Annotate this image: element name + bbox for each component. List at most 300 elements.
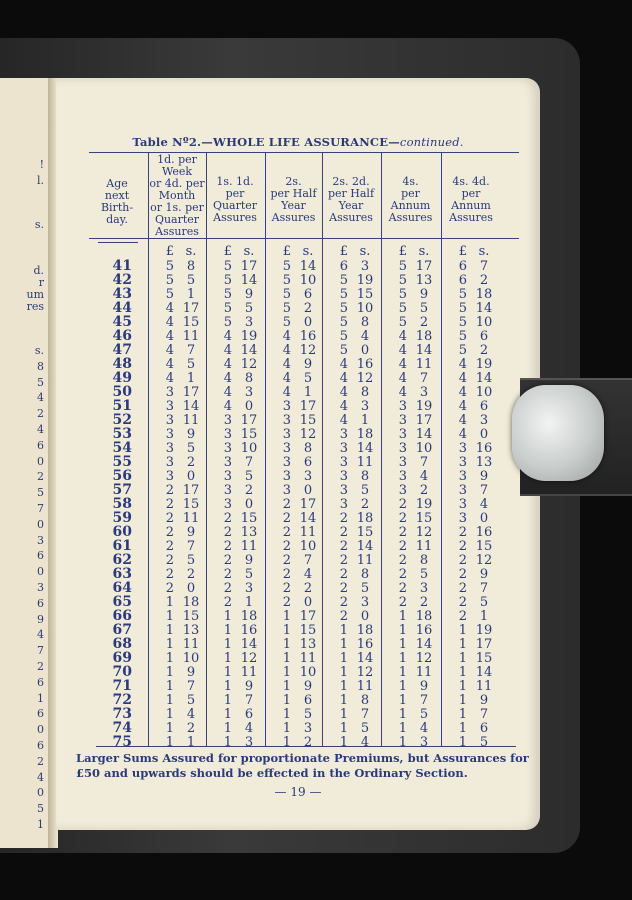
- pounds-value: 1: [398, 665, 407, 680]
- header-bottom-rule: [89, 238, 519, 239]
- pounds-value: 1: [165, 679, 174, 694]
- pounds-value: 3: [165, 441, 174, 456]
- age-cell: 54: [112, 440, 132, 456]
- shillings-unit: s.: [243, 244, 255, 259]
- left-page-fragment: 2: [37, 754, 44, 768]
- premium-cell: [271, 497, 331, 512]
- pounds-value: 5: [458, 343, 467, 358]
- shillings-value: 7: [186, 343, 196, 358]
- pounds-value: 2: [398, 497, 407, 512]
- pounds-value: 2: [458, 567, 467, 582]
- shillings-value: 18: [240, 609, 258, 624]
- pounds-value: 4: [165, 343, 174, 358]
- pounds-value: 2: [282, 567, 291, 582]
- pounds-value: 2: [165, 497, 174, 512]
- premium-cell: [328, 483, 388, 498]
- shillings-value: 19: [240, 329, 258, 344]
- pounds-value: 1: [398, 693, 407, 708]
- pounds-value: 2: [339, 567, 348, 582]
- pounds-value: 4: [165, 357, 174, 372]
- pounds-value: 1: [458, 707, 467, 722]
- left-page-fragment: 5: [37, 375, 44, 389]
- pounds-value: 2: [282, 497, 291, 512]
- pounds-value: 5: [282, 315, 291, 330]
- shillings-value: 4: [360, 735, 370, 750]
- pounds-value: 2: [398, 553, 407, 568]
- column-header-2: 1s. 1d. per Quarter Assures: [212, 175, 258, 224]
- premium-cell: [212, 287, 272, 302]
- pounds-value: 1: [223, 651, 232, 666]
- shillings-value: 18: [182, 595, 200, 610]
- pounds-value: 1: [339, 679, 348, 694]
- premium-cell: [271, 609, 331, 624]
- premium-cell: [154, 301, 214, 316]
- premium-cell: [271, 511, 331, 526]
- shillings-value: 13: [182, 623, 200, 638]
- shillings-value: 7: [244, 693, 254, 708]
- units-row-col-6: [447, 244, 507, 259]
- age-header-dash: [98, 242, 138, 243]
- pounds-value: 2: [282, 595, 291, 610]
- premium-cell: [447, 343, 507, 358]
- shillings-value: 17: [299, 497, 317, 512]
- shillings-value: 19: [475, 357, 493, 372]
- pounds-value: 1: [339, 651, 348, 666]
- left-page-fragment: s.: [34, 344, 44, 357]
- premium-cell: [447, 273, 507, 288]
- premium-cell: [387, 553, 447, 568]
- shillings-value: 12: [240, 357, 258, 372]
- pounds-value: 2: [223, 539, 232, 554]
- age-cell: 60: [112, 524, 132, 540]
- pounds-value: 2: [458, 609, 467, 624]
- shillings-value: 2: [479, 343, 489, 358]
- pounds-value: 3: [282, 413, 291, 428]
- shillings-value: 5: [479, 735, 489, 750]
- pounds-value: 2: [398, 567, 407, 582]
- premium-cell: [154, 525, 214, 540]
- shillings-value: 0: [244, 497, 254, 512]
- pounds-value: 2: [223, 553, 232, 568]
- shillings-value: 17: [415, 413, 433, 428]
- pounds-value: 3: [398, 427, 407, 442]
- shillings-value: 14: [299, 259, 317, 274]
- premium-cell: [271, 665, 331, 680]
- shillings-value: 18: [356, 511, 374, 526]
- premium-cell: [387, 665, 447, 680]
- age-cell: 62: [112, 552, 132, 568]
- premium-cell: [328, 455, 388, 470]
- premium-cell: [271, 357, 331, 372]
- shillings-value: 11: [182, 511, 200, 526]
- premium-cell: [328, 609, 388, 624]
- shillings-value: 15: [475, 651, 493, 666]
- age-cell: 63: [112, 566, 132, 582]
- premium-cell: [447, 707, 507, 722]
- pounds-value: 5: [282, 273, 291, 288]
- pounds-value: 1: [339, 721, 348, 736]
- shillings-value: 9: [244, 553, 254, 568]
- shillings-value: 10: [415, 441, 433, 456]
- premium-cell: [447, 455, 507, 470]
- shillings-value: 17: [240, 259, 258, 274]
- shillings-value: 10: [299, 273, 317, 288]
- premium-cell: [271, 301, 331, 316]
- pounds-value: 1: [458, 679, 467, 694]
- premium-cell: [328, 693, 388, 708]
- pounds-value: 1: [282, 637, 291, 652]
- premium-cell: [447, 581, 507, 596]
- shillings-value: 10: [299, 665, 317, 680]
- premium-cell: [447, 511, 507, 526]
- premium-cell: [328, 301, 388, 316]
- shillings-value: 11: [356, 679, 374, 694]
- shillings-value: 0: [479, 511, 489, 526]
- premium-cell: [387, 735, 447, 750]
- premium-cell: [328, 567, 388, 582]
- age-cell: 50: [112, 384, 132, 400]
- pounds-value: 2: [458, 539, 467, 554]
- premium-cell: [387, 357, 447, 372]
- pounds-value: 4: [165, 315, 174, 330]
- premium-cell: [154, 273, 214, 288]
- age-cell: 43: [112, 286, 132, 302]
- premium-cell: [271, 385, 331, 400]
- pounds-value: 2: [339, 539, 348, 554]
- shillings-value: 7: [479, 581, 489, 596]
- pounds-unit: £: [282, 244, 291, 259]
- premium-cell: [447, 287, 507, 302]
- premium-cell: [328, 623, 388, 638]
- premium-cell: [271, 525, 331, 540]
- pounds-value: 4: [458, 385, 467, 400]
- shillings-value: 4: [360, 329, 370, 344]
- shillings-value: 14: [475, 665, 493, 680]
- shillings-value: 9: [186, 427, 196, 442]
- pounds-value: 4: [282, 329, 291, 344]
- left-page-edge: [0, 78, 50, 848]
- shillings-value: 3: [244, 315, 254, 330]
- premium-cell: [447, 469, 507, 484]
- pounds-value: 1: [282, 665, 291, 680]
- shillings-value: 8: [360, 469, 370, 484]
- pounds-value: 1: [398, 637, 407, 652]
- shillings-value: 3: [303, 469, 313, 484]
- left-page-fragment: 3: [37, 533, 44, 547]
- pounds-value: 1: [223, 609, 232, 624]
- premium-cell: [271, 581, 331, 596]
- left-page-fragment: 7: [37, 644, 44, 658]
- premium-cell: [447, 567, 507, 582]
- age-cell: 52: [112, 412, 132, 428]
- premium-cell: [328, 595, 388, 610]
- pounds-value: 4: [223, 385, 232, 400]
- premium-cell: [447, 259, 507, 274]
- premium-cell: [154, 343, 214, 358]
- premium-cell: [271, 651, 331, 666]
- shillings-value: 11: [299, 651, 317, 666]
- shillings-value: 14: [299, 511, 317, 526]
- premium-cell: [387, 623, 447, 638]
- premium-cell: [154, 497, 214, 512]
- premium-cell: [154, 511, 214, 526]
- premium-cell: [212, 567, 272, 582]
- shillings-value: 13: [415, 273, 433, 288]
- shillings-value: 3: [244, 735, 254, 750]
- premium-cell: [271, 441, 331, 456]
- pounds-value: 4: [282, 343, 291, 358]
- pounds-value: 2: [282, 525, 291, 540]
- premium-cell: [212, 721, 272, 736]
- premium-cell: [271, 693, 331, 708]
- shillings-value: 5: [186, 273, 196, 288]
- pounds-value: 4: [398, 357, 407, 372]
- shillings-value: 0: [360, 609, 370, 624]
- shillings-value: 19: [415, 399, 433, 414]
- pounds-value: 4: [458, 357, 467, 372]
- pounds-value: 1: [282, 707, 291, 722]
- left-page-fragment: 4: [37, 628, 44, 642]
- premium-cell: [328, 525, 388, 540]
- shillings-value: 5: [303, 707, 313, 722]
- pounds-value: 3: [458, 483, 467, 498]
- left-page-fragment: r: [38, 276, 44, 289]
- pounds-value: 2: [223, 567, 232, 582]
- shillings-value: 7: [244, 455, 254, 470]
- premium-cell: [328, 735, 388, 750]
- shillings-unit: s.: [302, 244, 314, 259]
- age-cell: 75: [112, 734, 132, 750]
- pounds-value: 3: [223, 427, 232, 442]
- shillings-value: 7: [186, 539, 196, 554]
- pounds-value: 4: [165, 371, 174, 386]
- premium-cell: [447, 413, 507, 428]
- shillings-value: 14: [475, 371, 493, 386]
- premium-cell: [154, 483, 214, 498]
- units-row-col-2: [212, 244, 272, 259]
- premium-cell: [387, 455, 447, 470]
- pounds-value: 5: [165, 273, 174, 288]
- shillings-value: 12: [415, 525, 433, 540]
- shillings-value: 9: [244, 679, 254, 694]
- premium-cell: [212, 469, 272, 484]
- shillings-value: 1: [303, 385, 313, 400]
- shillings-value: 0: [303, 595, 313, 610]
- shillings-value: 13: [475, 455, 493, 470]
- premium-cell: [328, 427, 388, 442]
- shillings-value: 9: [479, 693, 489, 708]
- left-page-fragment: !: [39, 158, 44, 171]
- premium-cell: [328, 497, 388, 512]
- premium-cell: [212, 343, 272, 358]
- pounds-value: 1: [223, 721, 232, 736]
- pounds-value: 2: [398, 581, 407, 596]
- premium-cell: [328, 665, 388, 680]
- shillings-value: 0: [303, 315, 313, 330]
- left-page-fragment: 0: [37, 723, 44, 737]
- shillings-value: 14: [240, 273, 258, 288]
- pounds-value: 5: [339, 301, 348, 316]
- pounds-value: 4: [282, 371, 291, 386]
- shillings-value: 16: [299, 329, 317, 344]
- premium-cell: [271, 595, 331, 610]
- age-cell: 67: [112, 622, 132, 638]
- pounds-value: 1: [339, 637, 348, 652]
- premium-cell: [154, 637, 214, 652]
- premium-cell: [328, 679, 388, 694]
- premium-cell: [154, 413, 214, 428]
- premium-cell: [328, 343, 388, 358]
- pounds-unit: £: [223, 244, 232, 259]
- premium-cell: [447, 525, 507, 540]
- pounds-value: 1: [223, 637, 232, 652]
- premium-cell: [271, 721, 331, 736]
- shillings-value: 6: [303, 455, 313, 470]
- pounds-value: 4: [339, 357, 348, 372]
- pounds-value: 5: [165, 287, 174, 302]
- shillings-value: 0: [360, 343, 370, 358]
- pounds-value: 2: [458, 525, 467, 540]
- shillings-value: 15: [182, 497, 200, 512]
- shillings-value: 11: [182, 637, 200, 652]
- premium-cell: [387, 525, 447, 540]
- premium-cell: [154, 441, 214, 456]
- shillings-value: 11: [182, 329, 200, 344]
- pounds-value: 3: [165, 427, 174, 442]
- pounds-value: 4: [223, 371, 232, 386]
- pounds-value: 1: [398, 651, 407, 666]
- premium-cell: [328, 259, 388, 274]
- age-cell: 53: [112, 426, 132, 442]
- shillings-value: 15: [299, 623, 317, 638]
- pounds-value: 3: [282, 483, 291, 498]
- pounds-unit: £: [339, 244, 348, 259]
- premium-cell: [154, 385, 214, 400]
- shillings-value: 2: [303, 735, 313, 750]
- premium-cell: [387, 651, 447, 666]
- shillings-value: 3: [244, 581, 254, 596]
- pounds-value: 1: [282, 623, 291, 638]
- premium-cell: [154, 581, 214, 596]
- premium-cell: [447, 539, 507, 554]
- shillings-value: 10: [240, 441, 258, 456]
- premium-cell: [271, 273, 331, 288]
- premium-cell: [154, 315, 214, 330]
- left-page-fragment: l.: [36, 174, 44, 187]
- premium-cell: [387, 539, 447, 554]
- shillings-value: 12: [356, 371, 374, 386]
- premium-cell: [447, 329, 507, 344]
- premium-cell: [447, 427, 507, 442]
- left-page-fragment: d.: [33, 264, 44, 277]
- shillings-value: 7: [419, 371, 429, 386]
- premium-cell: [212, 357, 272, 372]
- shillings-unit: s.: [418, 244, 430, 259]
- pounds-value: 4: [165, 301, 174, 316]
- pounds-value: 4: [223, 343, 232, 358]
- pounds-value: 4: [223, 357, 232, 372]
- premium-cell: [271, 329, 331, 344]
- premium-cell: [447, 371, 507, 386]
- left-page-fragment: 6: [37, 675, 44, 689]
- premium-cell: [387, 371, 447, 386]
- pounds-value: 3: [339, 455, 348, 470]
- pounds-value: 1: [165, 623, 174, 638]
- shillings-value: 7: [419, 455, 429, 470]
- table-title-main: Table Nº2.—WHOLE LIFE ASSURANCE—: [132, 135, 400, 149]
- pounds-value: 2: [282, 553, 291, 568]
- premium-cell: [447, 595, 507, 610]
- premium-cell: [154, 623, 214, 638]
- pounds-value: 3: [398, 469, 407, 484]
- pounds-value: 2: [458, 581, 467, 596]
- shillings-value: 0: [186, 469, 196, 484]
- shillings-value: 4: [244, 721, 254, 736]
- shillings-value: 14: [240, 343, 258, 358]
- shillings-value: 14: [356, 441, 374, 456]
- pounds-value: 5: [458, 315, 467, 330]
- shillings-value: 6: [479, 329, 489, 344]
- shillings-value: 17: [475, 637, 493, 652]
- premium-cell: [154, 609, 214, 624]
- shillings-unit: s.: [359, 244, 371, 259]
- pounds-value: 3: [223, 469, 232, 484]
- premium-cell: [387, 511, 447, 526]
- shillings-value: 2: [186, 567, 196, 582]
- premium-cell: [447, 651, 507, 666]
- premium-cell: [328, 581, 388, 596]
- clasp-button: [512, 385, 604, 481]
- shillings-value: 12: [240, 651, 258, 666]
- premium-cell: [387, 721, 447, 736]
- shillings-value: 11: [182, 413, 200, 428]
- left-page-fragment: 6: [37, 596, 44, 610]
- premium-cell: [328, 329, 388, 344]
- premium-cell: [271, 427, 331, 442]
- shillings-value: 11: [415, 539, 433, 554]
- pounds-value: 1: [223, 665, 232, 680]
- premium-cell: [387, 413, 447, 428]
- premium-cell: [387, 567, 447, 582]
- left-page-fragment: 2: [37, 470, 44, 484]
- premium-cell: [154, 651, 214, 666]
- shillings-value: 12: [299, 343, 317, 358]
- premium-cell: [212, 609, 272, 624]
- pounds-value: 1: [398, 623, 407, 638]
- shillings-value: 1: [244, 595, 254, 610]
- pounds-value: 2: [165, 483, 174, 498]
- shillings-value: 14: [356, 539, 374, 554]
- pounds-value: 2: [165, 525, 174, 540]
- shillings-value: 11: [475, 679, 493, 694]
- shillings-value: 2: [419, 483, 429, 498]
- shillings-value: 12: [299, 427, 317, 442]
- premium-cell: [328, 441, 388, 456]
- age-cell: 73: [112, 706, 132, 722]
- shillings-value: 2: [244, 483, 254, 498]
- shillings-value: 5: [186, 357, 196, 372]
- shillings-value: 4: [479, 497, 489, 512]
- shillings-value: 1: [479, 609, 489, 624]
- shillings-value: 5: [244, 469, 254, 484]
- shillings-value: 6: [303, 287, 313, 302]
- premium-cell: [271, 413, 331, 428]
- shillings-value: 9: [419, 287, 429, 302]
- pounds-value: 6: [458, 259, 467, 274]
- premium-cell: [212, 483, 272, 498]
- shillings-value: 18: [356, 427, 374, 442]
- premium-cell: [447, 301, 507, 316]
